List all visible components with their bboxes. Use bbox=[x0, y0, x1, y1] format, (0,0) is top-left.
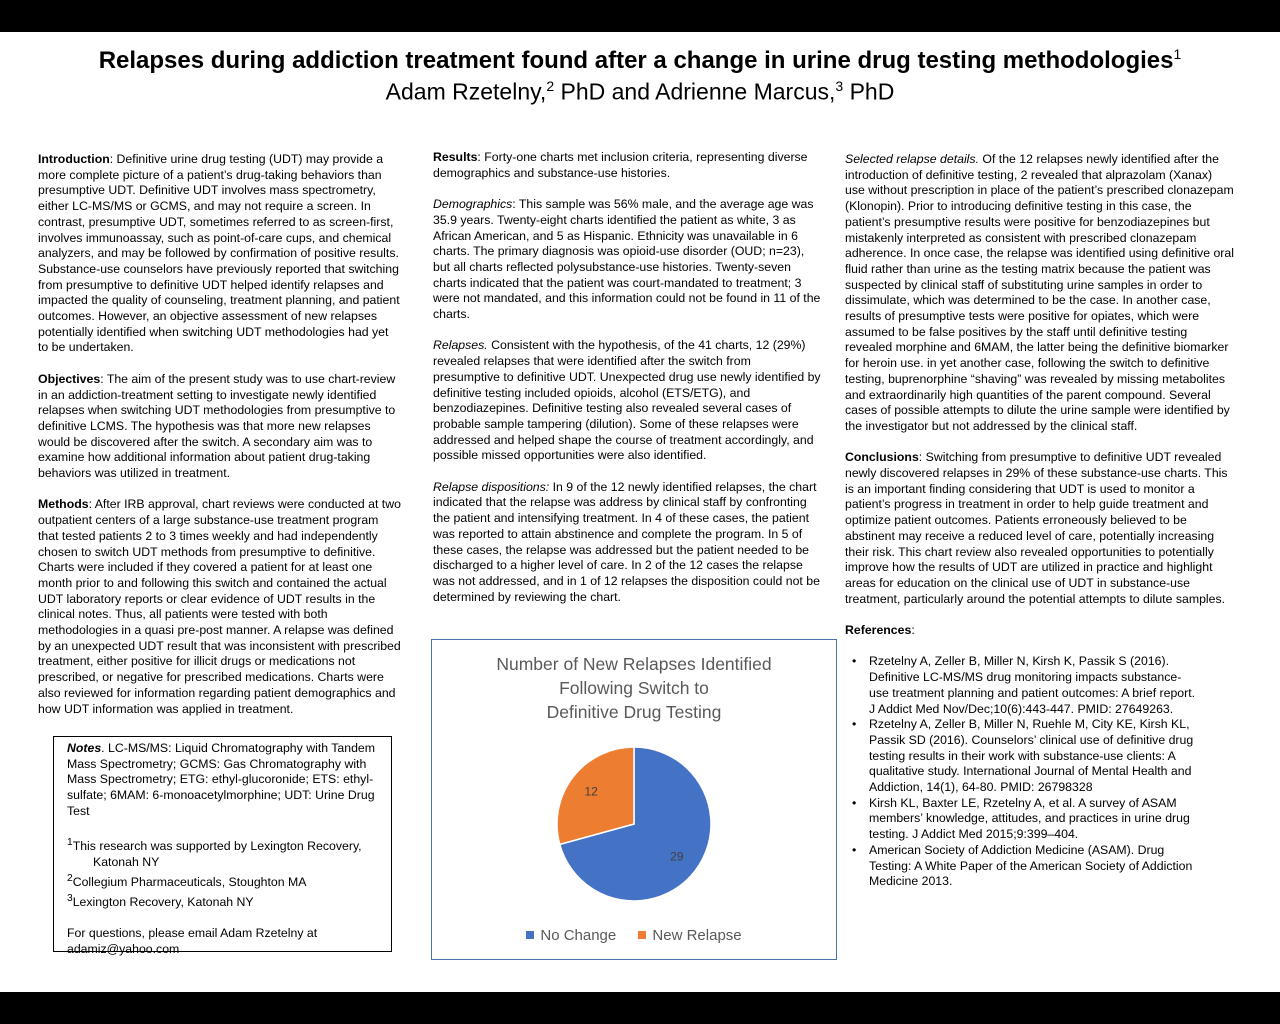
references-heading: References: bbox=[845, 623, 915, 638]
reference-item: • Rzetelny A, Zeller B, Miller N, Ruehle M, City KE, Kirsh KL, Passik SD (2016). Counselors’ clinical use of definitive drug testing results in their work with substance-use clients: A qualitative study. International Journal of Mental Health and Addiction, 14(1), 64-80. PMID: 26798328 bbox=[869, 717, 1201, 796]
left-column bbox=[38, 152, 402, 733]
footnote-2: $^2$Collegium Pharmaceuticals, Stoughton MA bbox=[67, 872, 307, 889]
pie-data-label: 12 bbox=[584, 784, 598, 799]
pie-chart bbox=[432, 640, 836, 959]
relapses-section: Relapses. Consistent with the hypothesis, of the 41 charts, 12 (29%) revealed relapses that were identified after the switch from presumptive to definitive UDT. Unexpected drug use newly identified by definitive testing included opioids, alcohol (ETS/ETG), and benzodiazepines. Definitive testing also revealed several cases of probable sample tampering (dilution). Some of these relapses were addressed and helped shape the course of treatment accordingly, and possible missed opportunities were also identified. bbox=[433, 338, 821, 463]
dispositions-section: Relapse dispositions: In 9 of the 12 newly identified relapses, the chart indicated that the relapse was address by clinical staff by confronting the patient and intensifying treatment. In 4 of these cases, the patient was reported to attain abstinence and complete the program. In 5 of these cases, the relapse was addressed but the patient needed to be discharged to a higher level of care. In 2 of the 12 cases the relapse was not addressed, and in 1 of 12 relapses the disposition could not be determined by reviewing the chart. bbox=[433, 479, 820, 604]
pie-chart-panel bbox=[431, 639, 837, 960]
notes-abbreviations: Notes. LC-MS/MS: Liquid Chromatography with Tandem Mass Spectrometry; GCMS: Gas Chromatography with Mass Spectrometry; ETG: ethyl-glucoronide; ETS: ethyl-sulfate; 6MAM: 6-monoacetylmorphine; UDT: Urine Drug Test bbox=[67, 741, 376, 818]
reference-item: • American Society of Addiction Medicine (ASAM). Drug Testing: A White Paper of the American Society of Addiction Medicine 2013. bbox=[869, 843, 1201, 890]
results-section: Results: Forty-one charts met inclusion criteria, representing diverse demographics and substance-use histories. bbox=[433, 150, 808, 180]
footnote-3: $^3$Lexington Recovery, Katonah NY bbox=[67, 892, 254, 909]
contact-info: For questions, please email Adam Rzetelny at adamiz@yahoo.com bbox=[67, 925, 318, 956]
introduction-section: Introduction: Definitive urine drug testing (UDT) may provide a more complete picture of a patient’s drug-taking behaviors than presumptive UDT. Definitive UDT involves mass spectrometry, either LC-MS/MS or GCMS, and may not require a screen. In contrast, presumptive UDT, sometimes referred to as screen-first, involves immunoassay, such as point-of-care cups, and chemical analyzers, and may be followed by confirmation of positive results. Substance-use counselors have previously reported that switching from presumptive to definitive UDT helped identify relapses and impacted the quality of counseling, treatment planning, and patient outcomes. However, an objective assessment of new relapses potentially identified when switching UDT methodologies had yet to be undertaken. bbox=[38, 152, 400, 355]
poster-title: Relapses during addiction treatment found after a change in urine drug testing methodologies$^1$ bbox=[98, 46, 1182, 74]
conclusions-section: Conclusions: Switching from presumptive to definitive UDT revealed newly discovered relapses in 29% of these substance-use charts. This is an important finding considering that UDT is used to monitor a patient’s progress in treatment in order to help guide treatment and optimize patient outcomes. Patients erroneously believed to be abstinent may receive a reduced level of care, potentially increasing their risk. This chart review also revealed opportunities to potentially improve how the results of UDT are utilized in practice and highlight areas for education on the clinical use of UDT in substance-use treatment, particularly around the potential attempts to dilute samples. bbox=[845, 450, 1228, 606]
objectives-section: Objectives: The aim of the present study was to use chart-review in an addiction-treatment setting to investigate newly identified relapses when switching UDT methodologies from presumptive to definitive LCMS. The hypothesis was that more new relapses would be discovered after the switch. A secondary aim was to examine how additional information about patient drug-taking behaviors was utilized in treatment. bbox=[38, 371, 396, 481]
demographics-section: Demographics: This sample was 56% male, and the average age was 35.9 years. Twenty-eight charts identified the patient as white, 3 as African American, and 5 as Hispanic. Ethnicity was unavailable in 6 charts. The primary diagnosis was opioid-use disorder (OUD; n=23), but all charts reflected polysubstance-use histories. Twenty-seven charts indicated that the patient was court-mandated to treatment; 3 were not mandated, and this information could not be found in 11 of the charts. bbox=[433, 197, 821, 322]
relapse-details-section: Selected relapse details. Of the 12 relapses newly identified after the introduction of definitive testing, 2 revealed that alprazolam (Xanax) use without prescription in place of the patient’s prescribed clonazepam (Klonopin). Prior to introducing definitive testing in this case, the patient’s presumptive results were positive for benzodiazepines but mistakenly interpreted as consistent with prescribed clonazepam adherence. In once case, the relapse was identified using definitive oral fluid rather than urine as the testing matrix because the patient was suspected by clinical staff of substituting urine samples in order to dissimulate, which was determined to be the case. In another case, results of presumptive tests were positive for opiates, which were assumed to be false positives by the staff until definitive testing revealed morphine and 6MAM, the latter being the definitive biomarker for heroin use. in yet another case, following the switch to definitive testing, buprenorphine “shaving” was revealed by missing metabolites and extraordinarily high quantities of the parent compound. Several cases of possible attempts to dilute the urine sample were identified by the investigator but not addressed by the clinical staff. bbox=[845, 152, 1234, 433]
reference-item: • Kirsh KL, Baxter LE, Rzetelny A, et al. A survey of ASAM members’ knowledge, attitudes, and practices in urine drug testing. J Addict Med 2015;9:399–404. bbox=[869, 796, 1201, 843]
legend-item-new-relapse: New Relapse bbox=[638, 927, 741, 944]
notes-box bbox=[53, 736, 392, 956]
methods-section: Methods: After IRB approval, chart reviews were conducted at two outpatient centers of a large substance-use treatment program that tested patients 2 to 3 times weekly and had independently chosen to switch UDT methods from presumptive to definitive. Charts were included if they covered a patient for at least one month prior to and following this switch and contained the actual UDT laboratory reports or clear evidence of UDT results in the clinical notes. Thus, all patients were tested with both methodologies in a quasi pre-post manner. A relapse was defined by an unexpected UDT result that was inconsistent with prescribed treatment, either positive for illicit drugs or medications not prescribed, or negative for prescribed medications. Charts were also reviewed for information regarding patient demographics and how UDT information was applied in treatment. bbox=[38, 497, 401, 716]
legend-swatch bbox=[526, 931, 534, 939]
middle-column bbox=[433, 150, 821, 621]
legend-item-no-change: No Change bbox=[526, 927, 616, 944]
chart-title: Number of New Relapses Identified Following Switch to Definitive Drug Testing bbox=[496, 654, 772, 722]
top-black-bar bbox=[0, 0, 1280, 32]
pie-data-label: 29 bbox=[670, 849, 684, 864]
footnote-1: $^1$This research was supported by Lexington Recovery, Katonah NY bbox=[67, 837, 362, 869]
chart-legend bbox=[432, 927, 836, 944]
right-column bbox=[845, 152, 1235, 890]
bottom-black-bar bbox=[0, 992, 1280, 1024]
poster-authors: Adam Rzetelny,$^2$ PhD and Adrienne Marcus,$^3$ PhD bbox=[385, 78, 895, 105]
references-list bbox=[845, 654, 1235, 890]
reference-item: • Rzetelny A, Zeller B, Miller N, Kirsh K, Passik S (2016). Definitive LC-MS/MS drug monitoring impacts substance-use treatment planning and patient outcomes: A brief report. J Addict Med Nov/Dec;10(6):443-447. PMID: 27649263. bbox=[869, 654, 1201, 717]
legend-swatch bbox=[638, 931, 646, 939]
